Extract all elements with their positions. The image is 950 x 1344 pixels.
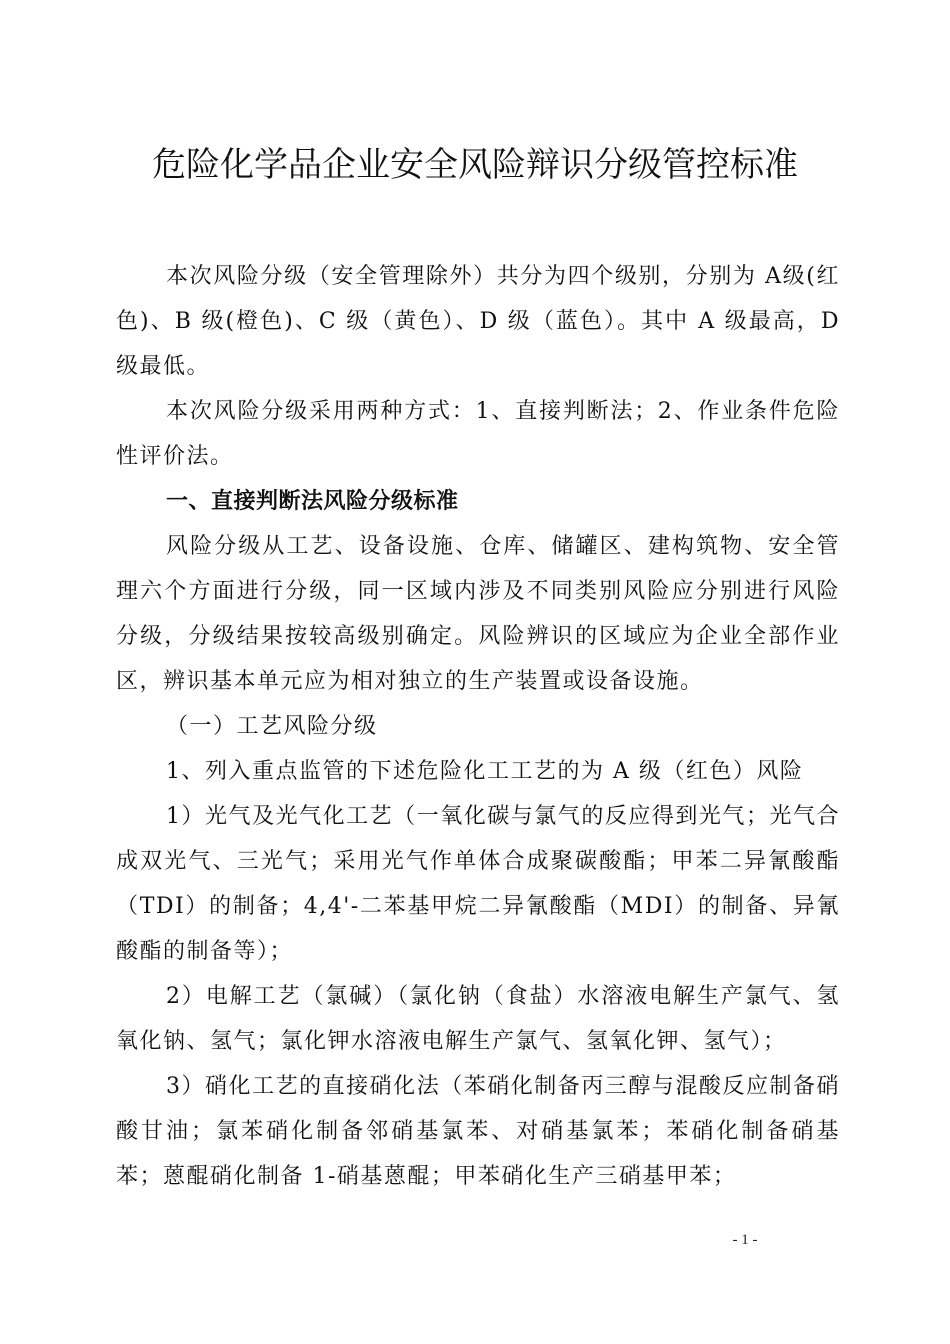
document-body [116,254,840,1199]
paragraph-item-1: 1、列入重点监管的下述危险化工工艺的为 A 级（红色）风险 [166,759,804,784]
paragraph-grading-scope: 风险分级从工艺、设备设施、仓库、储罐区、建构筑物、安全管理六个方面进行分级，同一区域内涉及不同类别风险应分别进行风险分级，分级结果按较高级别确定。风险辨识的区域应为企业全部作业区，辨识基本单元应为相对独立的生产装置或设备设施。 [116,534,840,694]
subsection-heading-process: （一）工艺风险分级 [166,714,378,739]
section-heading-direct-judgment: 一、直接判断法风险分级标准 [166,489,459,514]
page-number: - 1 - [732,1232,758,1248]
paragraph-risk-levels: 本次风险分级（安全管理除外）共分为四个级别，分别为 A级(红色)、B 级(橙色)、C 级（黄色）、D 级（蓝色）。其中 A 级最高，D 级最低。 [116,264,840,379]
paragraph-item-1-1: 1）光气及光气化工艺（一氧化碳与氯气的反应得到光气；光气合成双光气、三光气；采用光气作单体合成聚碳酸酯；甲苯二异氰酸酯（TDI）的制备；4,4'-二苯基甲烷二异氰酸酯（MDI）的制备、异氰酸酯的制备等）； [116,804,840,964]
paragraph-item-1-3: 3）硝化工艺的直接硝化法（苯硝化制备丙三醇与混酸反应制备硝酸甘油；氯苯硝化制备邻硝基氯苯、对硝基氯苯；苯硝化制备硝基苯；蒽醌硝化制备 1-硝基蒽醌；甲苯硝化生产三硝基甲苯； [116,1074,840,1189]
paragraph-methods: 本次风险分级采用两种方式：1、直接判断法；2、作业条件危险性评价法。 [116,399,840,469]
paragraph-item-1-2: 2）电解工艺（氯碱）（氯化钠（食盐）水溶液电解生产氯气、氢氧化钠、氢气；氯化钾水溶液电解生产氯气、氢氧化钾、氢气）； [116,984,840,1054]
document-title: 危险化学品企业安全风险辩识分级管控标准 [152,145,798,185]
